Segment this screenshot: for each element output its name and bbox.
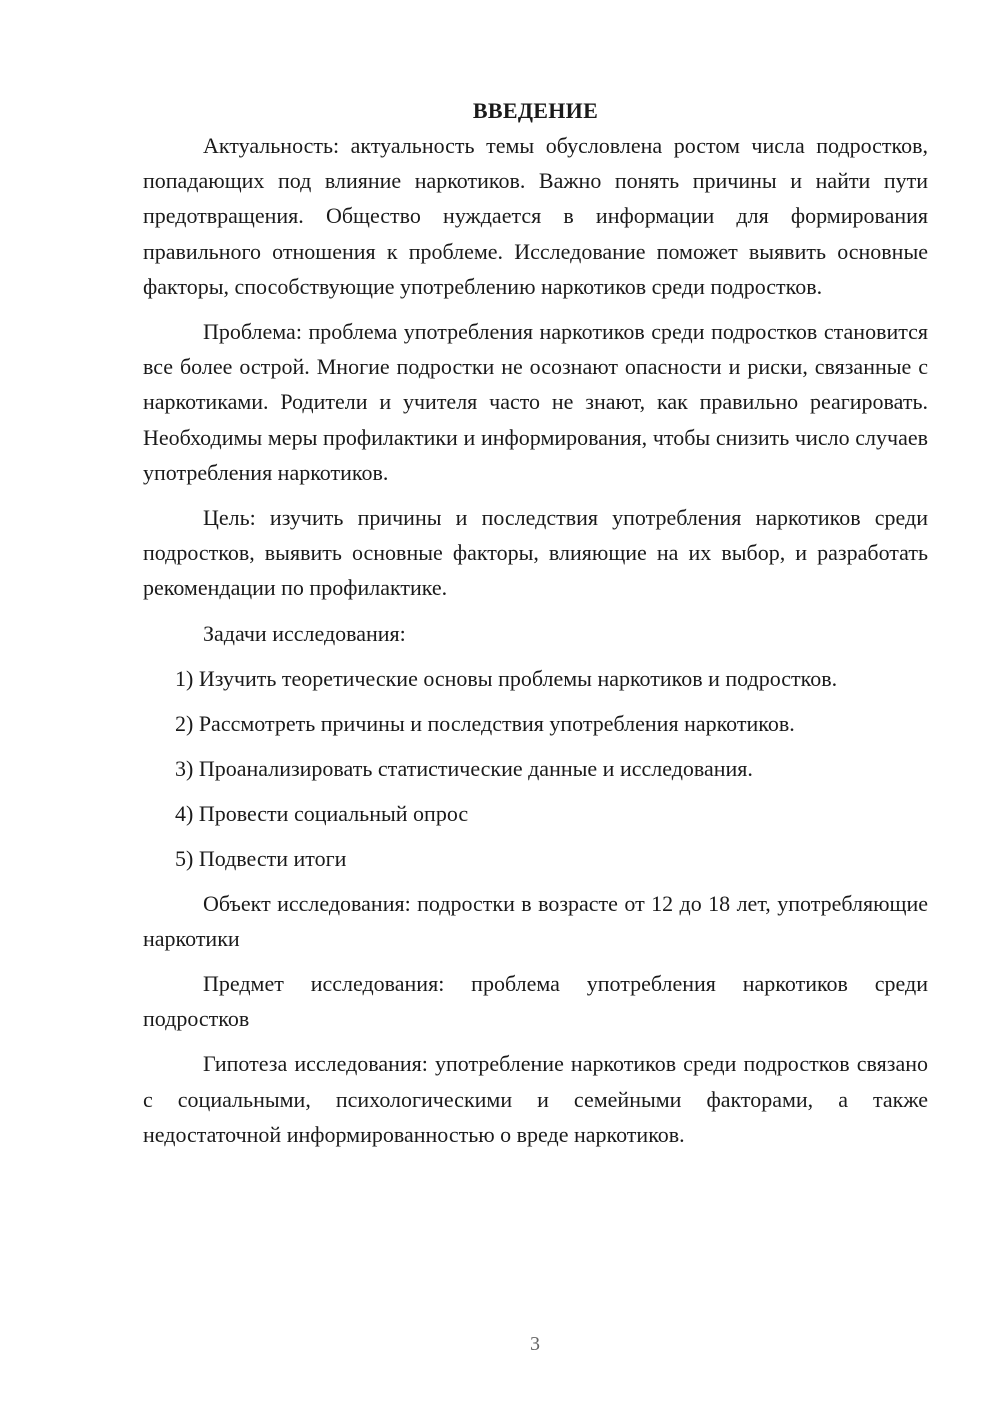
list-item: 2) Рассмотреть причины и последствия употребления наркотиков. [175, 710, 795, 736]
paragraph-subject: Предмет исследования: проблема употребления наркотиков среди подростков [143, 971, 928, 1032]
list-item: 4) Провести социальный опрос [175, 800, 469, 826]
paragraph-object: Объект исследования: подростки в возрасте от 12 до 18 лет, употребляющие наркотики [143, 890, 928, 951]
list-item: 5) Подвести итоги [175, 845, 347, 871]
list-item: 3) Проанализировать статистические данные и исследования. [175, 755, 753, 781]
document-page [143, 93, 928, 1162]
list-item: 1) Изучить теоретические основы проблемы наркотиков и подростков. [175, 665, 838, 691]
tasks-list [143, 661, 928, 876]
paragraph-goal: Цель: изучить причины и последствия употребления наркотиков среди подростков, выявить основные факторы, влияющие на их выбор, и разработать рекомендации по профилактике. [143, 505, 928, 601]
paragraph-hypothesis: Гипотеза исследования: употребление наркотиков среди подростков связано с социальными, психологическими и семейными факторами, а также недостаточной информированностью о вреде наркотиков. [143, 1051, 928, 1147]
page-number: 3 [530, 1333, 540, 1355]
page-title: ВВЕДЕНИЕ [472, 98, 599, 123]
tasks-heading: Задачи исследования: [203, 620, 406, 646]
paragraph-relevance: Актуальность: актуальность темы обусловлена ростом числа подростков, попадающих под влияние наркотиков. Важно понять причины и найти пути предотвращения. Общество нуждается в информации для формирования правильного отношения к проблеме. Исследование поможет выявить основные факторы, способствующие употреблению наркотиков среди подростков. [143, 133, 928, 299]
paragraph-problem: Проблема: проблема употребления наркотиков среди подростков становится все более острой. Многие подростки не осознают опасности и риски, связанные с наркотиками. Родители и учителя часто не знают, как правильно реагировать. Необходимы меры профилактики и информирования, чтобы снизить число случаев употребления наркотиков. [143, 319, 928, 485]
